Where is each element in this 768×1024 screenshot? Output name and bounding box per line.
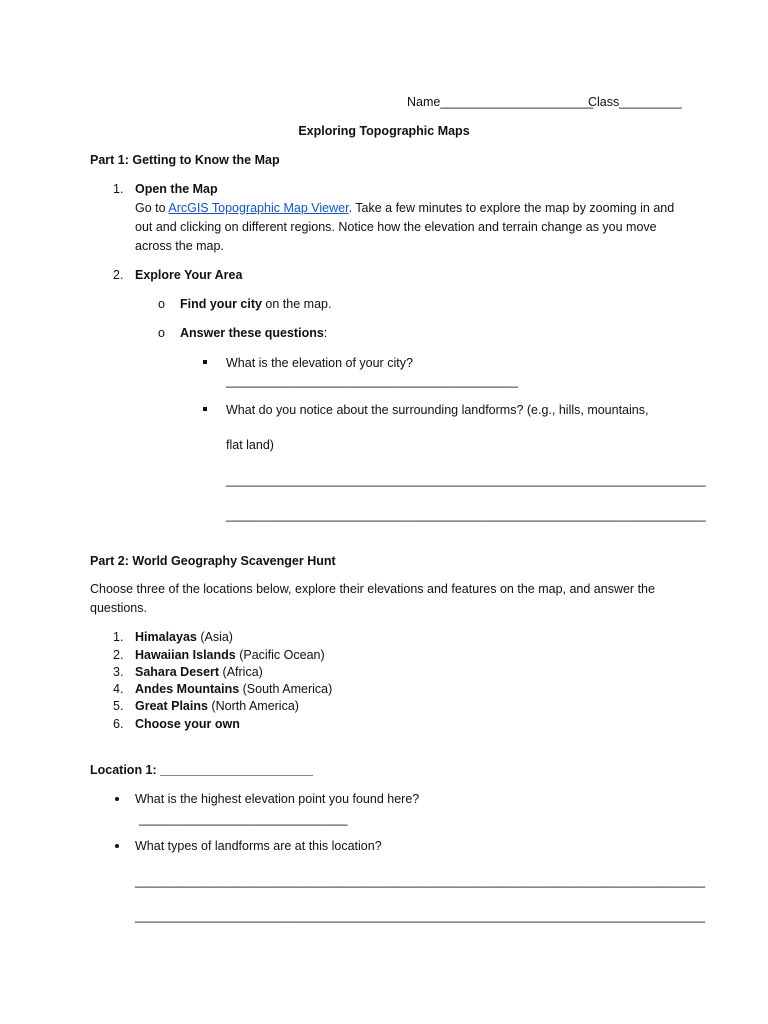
question-landforms-line1: What do you notice about the surrounding landforms? (e.g., hills, mountains, (226, 403, 649, 417)
list-number: 1. (113, 630, 124, 644)
go-to-text: Go to (135, 201, 169, 215)
list-number: 4. (113, 682, 124, 696)
location-item (135, 681, 332, 697)
item1-line2: out and clicking on different regions. Notice how the elevation and terrain change as you move (135, 220, 657, 234)
list-number: 6. (113, 717, 124, 731)
list-number: 3. (113, 665, 124, 679)
arcgis-map-link[interactable]: ArcGIS Topographic Map Viewer (168, 201, 349, 215)
answer-line: __________________________________________ (226, 374, 518, 388)
location-name: Andes Mountains (135, 682, 240, 696)
part2-heading: Part 2: World Geography Scavenger Hunt (90, 554, 336, 568)
location-item (135, 664, 263, 680)
location-item (135, 629, 233, 645)
answer-questions-line (180, 325, 327, 341)
location-name: Choose your own (135, 717, 240, 731)
location-name: Sahara Desert (135, 665, 220, 679)
item2-title: Explore Your Area (135, 268, 243, 282)
square-bullet-icon (203, 407, 207, 411)
page-title: Exploring Topographic Maps (298, 124, 470, 138)
question-city-elevation: What is the elevation of your city? (226, 356, 413, 370)
answer-line: __________________________________________________________________________________ (135, 874, 706, 888)
answer-line: _____________________________________________________________________ (226, 508, 706, 522)
answer-line: __________________________________________________________________________________ (135, 909, 706, 923)
question-highest-elevation: What is the highest elevation point you found here? (135, 792, 420, 806)
sub-bullet-o: o (158, 297, 165, 311)
location-region: (Africa) (219, 665, 263, 679)
location-name: Himalayas (135, 630, 197, 644)
location-region: (North America) (207, 699, 299, 713)
location-name: Great Plains (135, 699, 208, 713)
list-number: 5. (113, 699, 124, 713)
item1-line1 (135, 200, 674, 216)
location-name: Hawaiian Islands (135, 648, 236, 662)
find-city-line (180, 296, 331, 312)
list-number: 2. (113, 648, 124, 662)
answer-questions-bold: Answer these questions (180, 326, 324, 340)
answer-line: _____________________________________________________________________ (226, 473, 706, 487)
part2-intro-line2: questions. (90, 601, 147, 615)
item1-line1-rest: . Take a few minutes to explore the map by zooming in and (348, 201, 675, 215)
location-region: (Pacific Ocean) (235, 648, 325, 662)
location-region: (South America) (239, 682, 333, 696)
bullet-dot-icon (115, 797, 119, 801)
location-item (135, 698, 299, 714)
find-city-rest: on the map. (261, 297, 332, 311)
find-city-bold: Find your city (180, 297, 262, 311)
question-landform-types: What types of landforms are at this location? (135, 839, 382, 853)
location1-label: Location 1: ______________________ (90, 763, 314, 777)
name-field-label: Name______________________ (407, 95, 594, 109)
location-item (135, 716, 240, 732)
list-number: 1. (113, 182, 124, 196)
item1-title: Open the Map (135, 182, 218, 196)
answer-questions-rest: : (323, 326, 328, 340)
sub-bullet-o: o (158, 326, 165, 340)
bullet-dot-icon (115, 844, 119, 848)
class-field-label: Class_________ (588, 95, 682, 109)
location-region: (Asia) (196, 630, 233, 644)
square-bullet-icon (203, 360, 207, 364)
list-number: 2. (113, 268, 124, 282)
location-item (135, 647, 325, 663)
answer-line: ______________________________ (139, 812, 348, 826)
part2-intro-line1: Choose three of the locations below, explore their elevations and features on the map, and answer the (90, 582, 655, 596)
question-landforms-line2: flat land) (226, 438, 274, 452)
part1-heading: Part 1: Getting to Know the Map (90, 153, 280, 167)
item1-line3: across the map. (135, 239, 224, 253)
